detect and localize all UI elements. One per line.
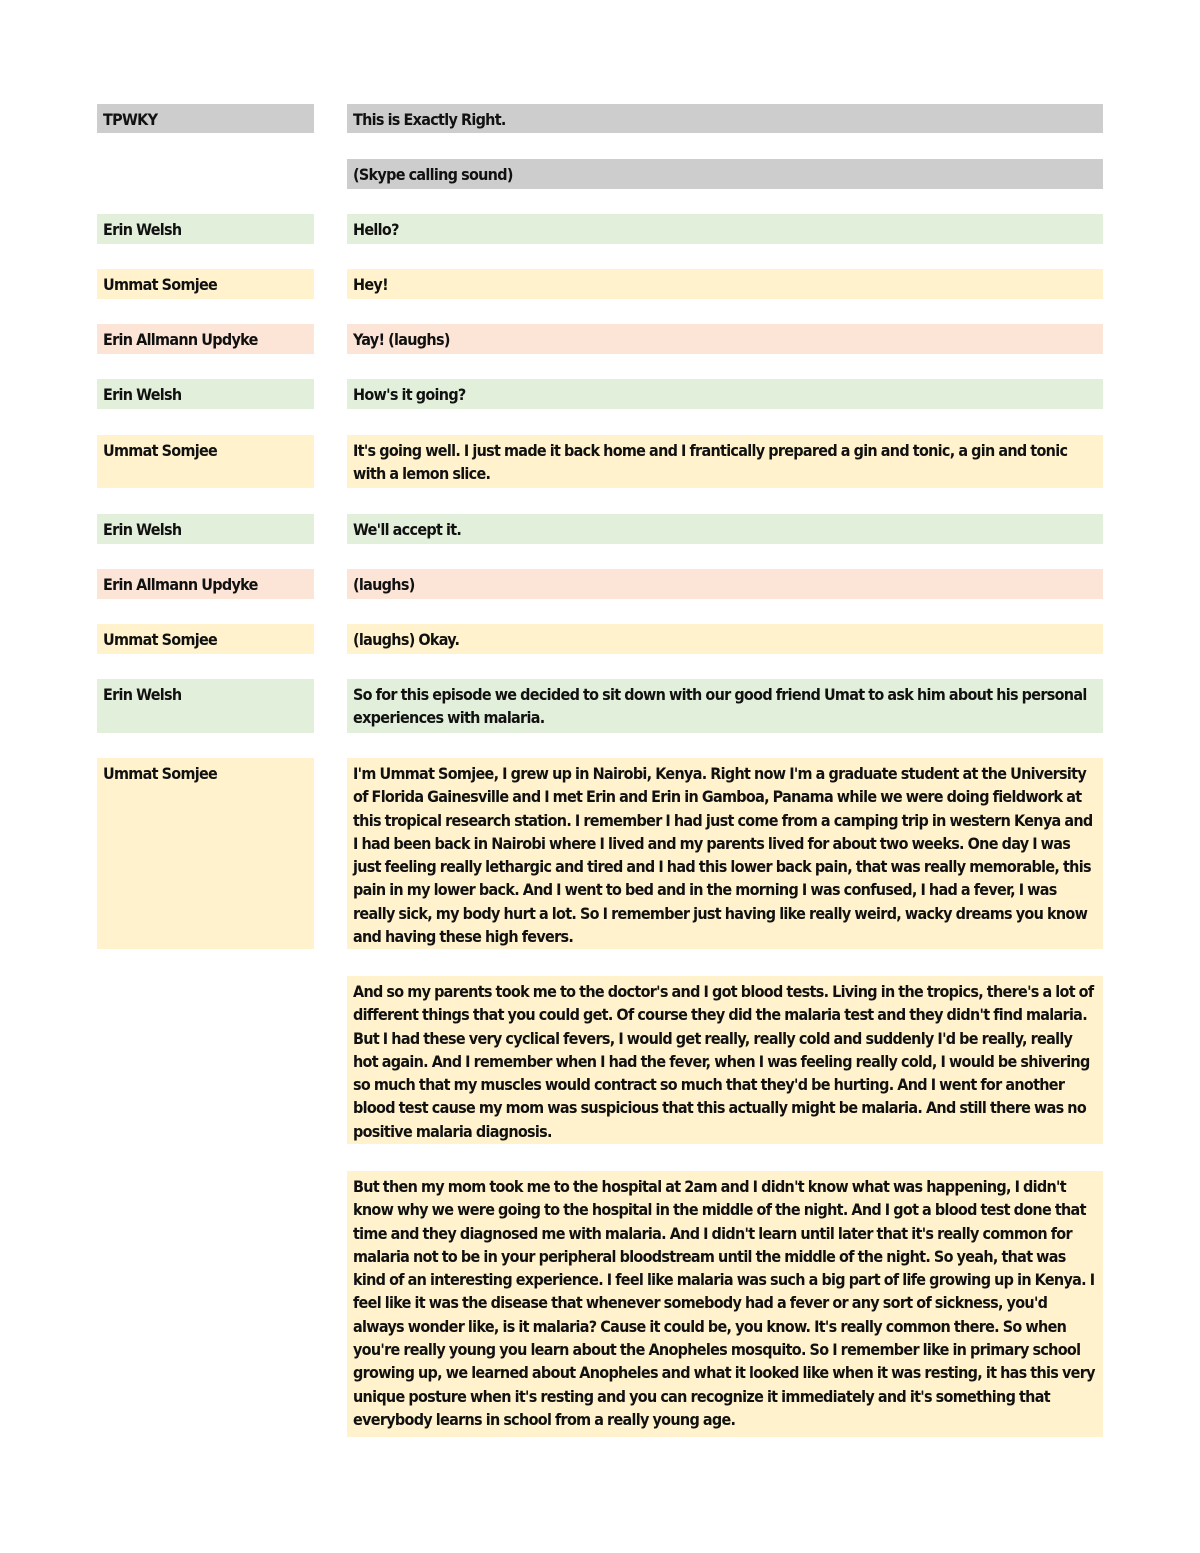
dialogue-cell: So for this episode we decided to sit down with our good friend Umat to ask him about his personal experiences with malaria. [347,679,1103,733]
dialogue-cell: We'll accept it. [347,514,1103,544]
speaker-cell: Erin Welsh [97,214,314,244]
dialogue-cell: This is Exactly Right. [347,104,1103,133]
speaker-cell: Erin Welsh [97,679,314,733]
speaker-cell: Ummat Somjee [97,435,314,488]
dialogue-cell: (Skype calling sound) [347,159,1103,189]
speaker-cell: Erin Allmann Updyke [97,324,314,354]
speaker-cell: Ummat Somjee [97,269,314,299]
speaker-cell: TPWKY [97,104,314,133]
dialogue-cell: And so my parents took me to the doctor's and I got blood tests. Living in the tropics, there's a lot of different things that you could get. Of course they did the malaria test and they didn't find malaria. But I had these very cyclical fevers, I would get really, really cold and suddenly I'd be really, really hot again. And I remember when I had the fever, when I was feeling really cold, I would be shivering so much that my muscles would contract so much that they'd be hurting. And I went for another blood test cause my mom was suspicious that this actually might be malaria. And still there was no positive malaria diagnosis. [347,976,1103,1144]
speaker-cell: Ummat Somjee [97,624,314,654]
speaker-cell: Erin Welsh [97,514,314,544]
dialogue-cell: Yay! (laughs) [347,324,1103,354]
dialogue-cell: But then my mom took me to the hospital at 2am and I didn't know what was happening, I didn't know why we were going to the hospital in the middle of the night. And I got a blood test done that time and they diagnosed me with malaria. And I didn't learn until later that it's really common for malaria not to be in your peripheral bloodstream until the middle of the night. So yeah, that was kind of an interesting experience. I feel like malaria was such a big part of life growing up in Kenya. I feel like it was the disease that whenever somebody had a fever or any sort of sickness, you'd always wonder like, is it malaria? Cause it could be, you know. It's really common there. So when you're really young you learn about the Anopheles mosquito. So I remember like in primary school growing up, we learned about Anopheles and what it looked like when it was resting, it has this very unique posture when it's resting and you can recognize it immediately and it's something that everybody learns in school from a really young age. [347,1171,1103,1437]
speaker-cell: Ummat Somjee [97,758,314,949]
dialogue-cell: How's it going? [347,379,1103,409]
dialogue-cell: It's going well. I just made it back home and I frantically prepared a gin and tonic, a gin and tonic with a lemon slice. [347,435,1103,488]
dialogue-cell: I'm Ummat Somjee, I grew up in Nairobi, Kenya. Right now I'm a graduate student at the University of Florida Gainesville and I met Erin and Erin in Gamboa, Panama while we were doing fieldwork at this tropical research station. I remember I had just come from a camping trip in western Kenya and I had been back in Nairobi where I lived and my parents lived for about two weeks. One day I was just feeling really lethargic and tired and I had this lower back pain, that was really memorable, this pain in my lower back. And I went to bed and in the morning I was confused, I had a fever, I was really sick, my body hurt a lot. So I remember just having like really weird, wacky dreams you know and having these high fevers. [347,758,1103,949]
dialogue-cell: Hello? [347,214,1103,244]
dialogue-cell: Hey! [347,269,1103,299]
speaker-cell: Erin Allmann Updyke [97,569,314,599]
dialogue-cell: (laughs) Okay. [347,624,1103,654]
dialogue-cell: (laughs) [347,569,1103,599]
speaker-cell: Erin Welsh [97,379,314,409]
